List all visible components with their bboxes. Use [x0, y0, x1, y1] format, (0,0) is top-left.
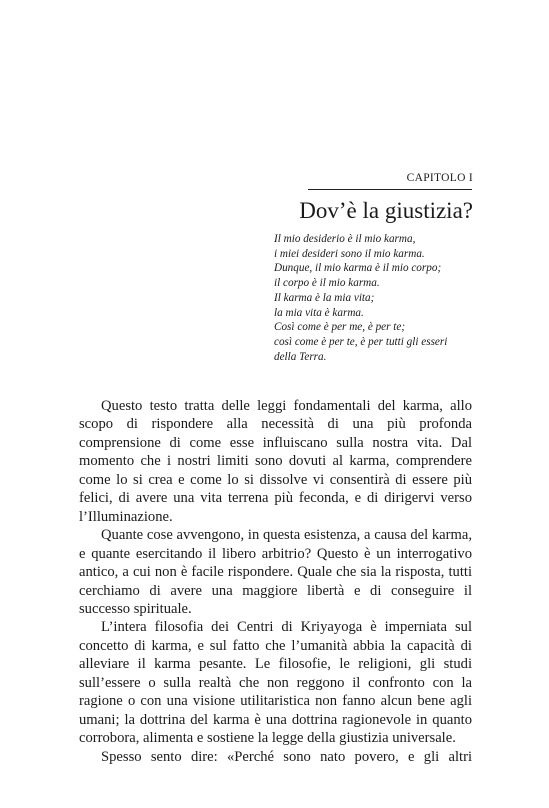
chapter-title: Dov’è la giustizia? — [299, 198, 473, 223]
epigraph-line: della Terra. — [274, 350, 327, 363]
epigraph-line: il corpo è il mio karma. — [274, 277, 380, 290]
epigraph-line: Il mio desiderio è il mio karma, — [274, 233, 416, 245]
epigraph-line: Il karma è la mia vita; — [274, 291, 375, 304]
paragraph: Spesso sento dire: «Perché sono nato povero, e gli altri — [101, 748, 472, 765]
epigraph-line: Così come è per me, è per te; — [274, 321, 406, 334]
paragraph: Questo testo tratta delle leggi fondamentali del karma, allo scopo di rispondere alla necessità di una più profonda comprensione di come esse influiscano sulla nostra vita. Dal momento che i nostri limiti sono dovuti al karma, comprendere come lo si crea e come lo si dissolve vi consentirà di essere più felici, di avere una vita terrena più feconda, e di dirigervi verso l’Illuminazione. — [79, 398, 472, 525]
epigraph-line: la mia vita è karma. — [274, 306, 364, 319]
body-text — [79, 397, 472, 766]
paragraph: Quante cose avvengono, in questa esistenza, a causa del karma, e quante esercitando il libero arbitrio? Questo è un interrogativo antico, a cui non è facile rispondere. Quale che sia la risposta, tutti cerchiamo di avere una maggiore libertà e di conseguire il successo spirituale. — [79, 527, 472, 617]
epigraph — [274, 232, 484, 364]
paragraph: L’intera filosofia dei Centri di Kriyayoga è imperniata sul concetto di karma, e sul fatto che l’umanità abbia la capacità di alleviare il karma pesante. Le filosofie, le religioni, gli studi sull’essere o sulla realtà che non reggono il confronto con la ragione o con una visione utilitaristica non fanno alcun bene agli umani; la dottrina del karma è una dottrina ragionevole in quanto corrobora, alimenta e sostiene la legge della giustizia universale. — [79, 619, 472, 747]
epigraph-line: i miei desideri sono il mio karma. — [274, 247, 425, 260]
chapter-label: CAPITOLO I — [406, 172, 473, 184]
epigraph-line: Dunque, il mio karma è il mio corpo; — [274, 262, 442, 275]
epigraph-line: così come è per te, è per tutti gli esseri — [274, 335, 448, 348]
chapter-rule — [308, 189, 472, 190]
